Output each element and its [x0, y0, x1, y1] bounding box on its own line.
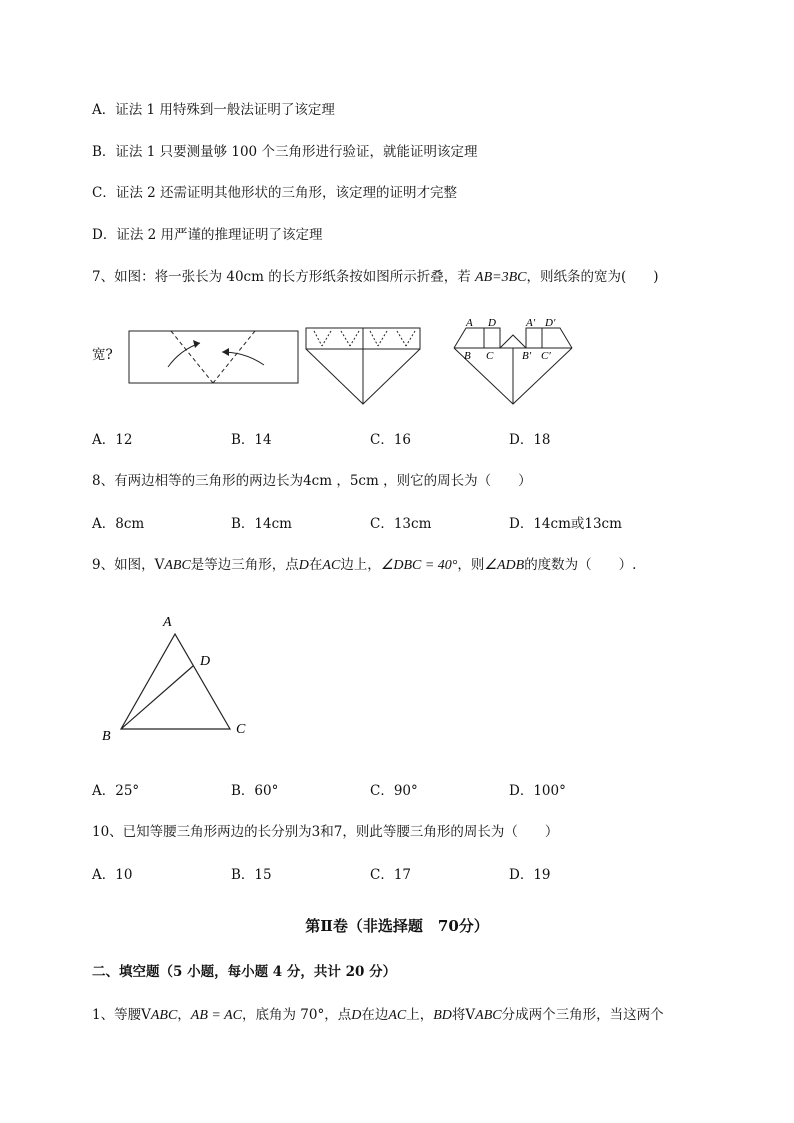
q6-option-c: C．证法 2 还需证明其他形状的三角形，该定理的证明才完整 [92, 185, 458, 201]
q8-option-b: B．14cm [231, 516, 292, 532]
q9-option-b: B．60° [231, 783, 279, 799]
q8-option-c: C．13cm [370, 516, 432, 532]
q7-math: AB=3BC [475, 270, 527, 285]
q6-option-d: D．证法 2 用严谨的推理证明了该定理 [92, 227, 323, 243]
q7-label-b-prime: B′ [522, 350, 532, 362]
q10-question: 10、已知等腰三角形两边的长分别为3和7，则此等腰三角形的周长为（ ） [92, 824, 559, 840]
section-title: 第Ⅱ卷（非选择题 70分） [305, 917, 489, 935]
q6-option-a: A．证法 1 用特殊到一般法证明了该定理 [92, 102, 335, 118]
q7-option-c: C．16 [370, 432, 412, 448]
q9-option-c: C．90° [370, 783, 418, 799]
q7-option-d: D．18 [509, 432, 551, 448]
q7-option-b: B．14 [231, 432, 272, 448]
q8-option-d: D．14cm或13cm [509, 516, 622, 532]
q8-option-a: A．8cm [92, 516, 145, 532]
part2-heading: 二、填空题（5 小题，每小题 4 分，共计 20 分） [92, 964, 397, 980]
q7-label-c-prime: C′ [541, 350, 551, 362]
q7-label-a-prime: A′ [526, 317, 536, 329]
q7-label-d-prime: D′ [545, 317, 556, 329]
fill1-question: 1、等腰VABC，AB = AC，底角为 70°，点D在边AC上，BD将VABC分成两个三角形，当这两个 [92, 1007, 664, 1023]
q7-label-a: A [466, 317, 473, 329]
q8-question: 8、有两边相等的三角形的两边长为4cm ，5cm ，则它的周长为（ ） [92, 473, 532, 489]
q7-question: 7、如图：将一张长为 40cm 的长方形纸条按如图所示折叠，若 AB=3BC，则纸条的宽为( ) [92, 269, 659, 285]
q9-label-c: C [236, 722, 246, 737]
q7-option-a: A．12 [92, 432, 133, 448]
q10-option-b: B．15 [231, 867, 272, 883]
q9-label-a: A [163, 615, 172, 630]
q9-label-d: D [200, 654, 211, 669]
q10-option-a: A．10 [92, 867, 133, 883]
q9-option-a: A．25° [92, 783, 140, 799]
q9-label-b: B [102, 729, 111, 744]
q6-option-b: B．证法 1 只要测量够 100 个三角形进行验证，就能证明该定理 [92, 144, 478, 160]
q7-label-b: B [464, 350, 471, 362]
q7-width-label: 宽? [92, 347, 113, 363]
q9-question: 9、如图，VABC是等边三角形，点D在AC边上，∠DBC = 40°，则∠ADB的度数为（ ）. [92, 557, 637, 573]
q7-label-c: C [486, 350, 494, 362]
q10-option-c: C．17 [370, 867, 412, 883]
q10-option-d: D．19 [509, 867, 551, 883]
q9-option-d: D．100° [509, 783, 566, 799]
q7-label-d: D [488, 317, 496, 329]
